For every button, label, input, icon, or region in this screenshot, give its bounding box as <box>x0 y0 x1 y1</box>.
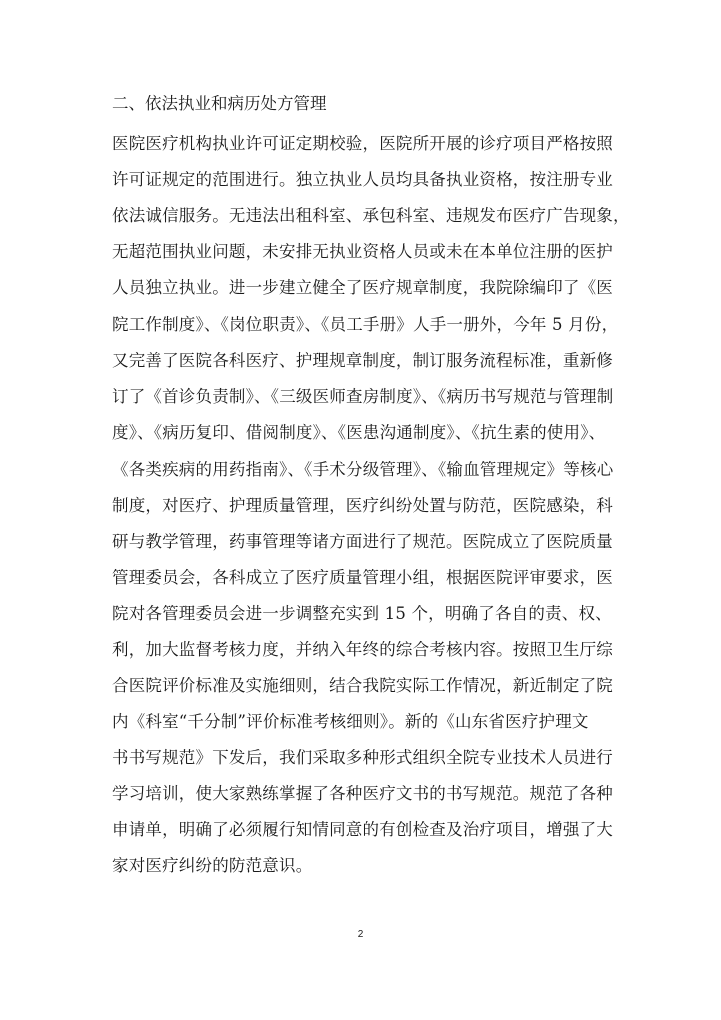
body-text-line: 医院医疗机构执业许可证定期校验，医院所开展的诊疗项目严格按照 <box>112 134 613 153</box>
body-text-line: 内《科室“千分制”评价标准考核细则》。新的《山东省医疗护理文 <box>112 712 589 731</box>
page-number: 2 <box>357 929 364 940</box>
body-text-line: 依法诚信服务。无违法出租科室、承包科室、违规发布医疗广告现象， <box>112 206 630 225</box>
body-text-line: 利，加大监督考核力度，并纳入年终的综合考核内容。按照卫生厅综 <box>112 640 613 659</box>
body-text-line: 订了《首诊负责制》、《三级医师查房制度》、《病历书写规范与管理制 <box>112 387 614 406</box>
body-text-line: 人员独立执业。进一步建立健全了医疗规章制度，我院除编印了《医 <box>112 278 613 297</box>
body-text-line: 合医院评价标准及实施细则，结合我院实际工作情况，新近制定了院 <box>112 676 613 695</box>
body-text-line: 学习培训，使大家熟练掌握了各种医疗文书的书写规范。规范了各种 <box>112 784 613 803</box>
body-text-line: 无超范围执业问题，未安排无执业资格人员或未在本单位注册的医护 <box>112 242 613 261</box>
body-text-line: 申请单，明确了必须履行知情同意的有创检查及治疗项目，增强了大 <box>112 820 613 839</box>
body-text-line: 又完善了医院各科医疗、护理规章制度，制订服务流程标准，重新修 <box>112 351 613 370</box>
body-text-line: 研与教学管理，药事管理等诸方面进行了规范。医院成立了医院质量 <box>112 532 613 551</box>
body-text-line: 书书写规范》下发后，我们采取多种形式组织全院专业技术人员进行 <box>112 748 613 767</box>
body-text-line: 制度，对医疗、护理质量管理，医疗纠纷处置与防范，医院感染，科 <box>112 496 613 515</box>
body-text-line: 家对医疗纠纷的防范意识。 <box>112 856 313 875</box>
body-text-line: 许可证规定的范围进行。独立执业人员均具备执业资格，按注册专业 <box>112 170 613 189</box>
body-text-line: 《各类疾病的用药指南》、《手术分级管理》、《输血管理规定》等核心 <box>112 460 614 479</box>
body-text-line: 管理委员会，各科成立了医疗质量管理小组，根据医院评审要求，医 <box>112 568 613 587</box>
section-heading: 二、依法执业和病历处方管理 <box>112 94 327 113</box>
body-text-line: 院工作制度》、《岗位职责》、《员工手册》人手一册外，今年 5 月份， <box>112 315 619 334</box>
body-text-line: 度》、《病历复印、借阅制度》、《医患沟通制度》、《抗生素的使用》、 <box>112 423 606 442</box>
body-text-line: 院对各管理委员会进一步调整充实到 15 个，明确了各自的责、权、 <box>112 604 612 623</box>
